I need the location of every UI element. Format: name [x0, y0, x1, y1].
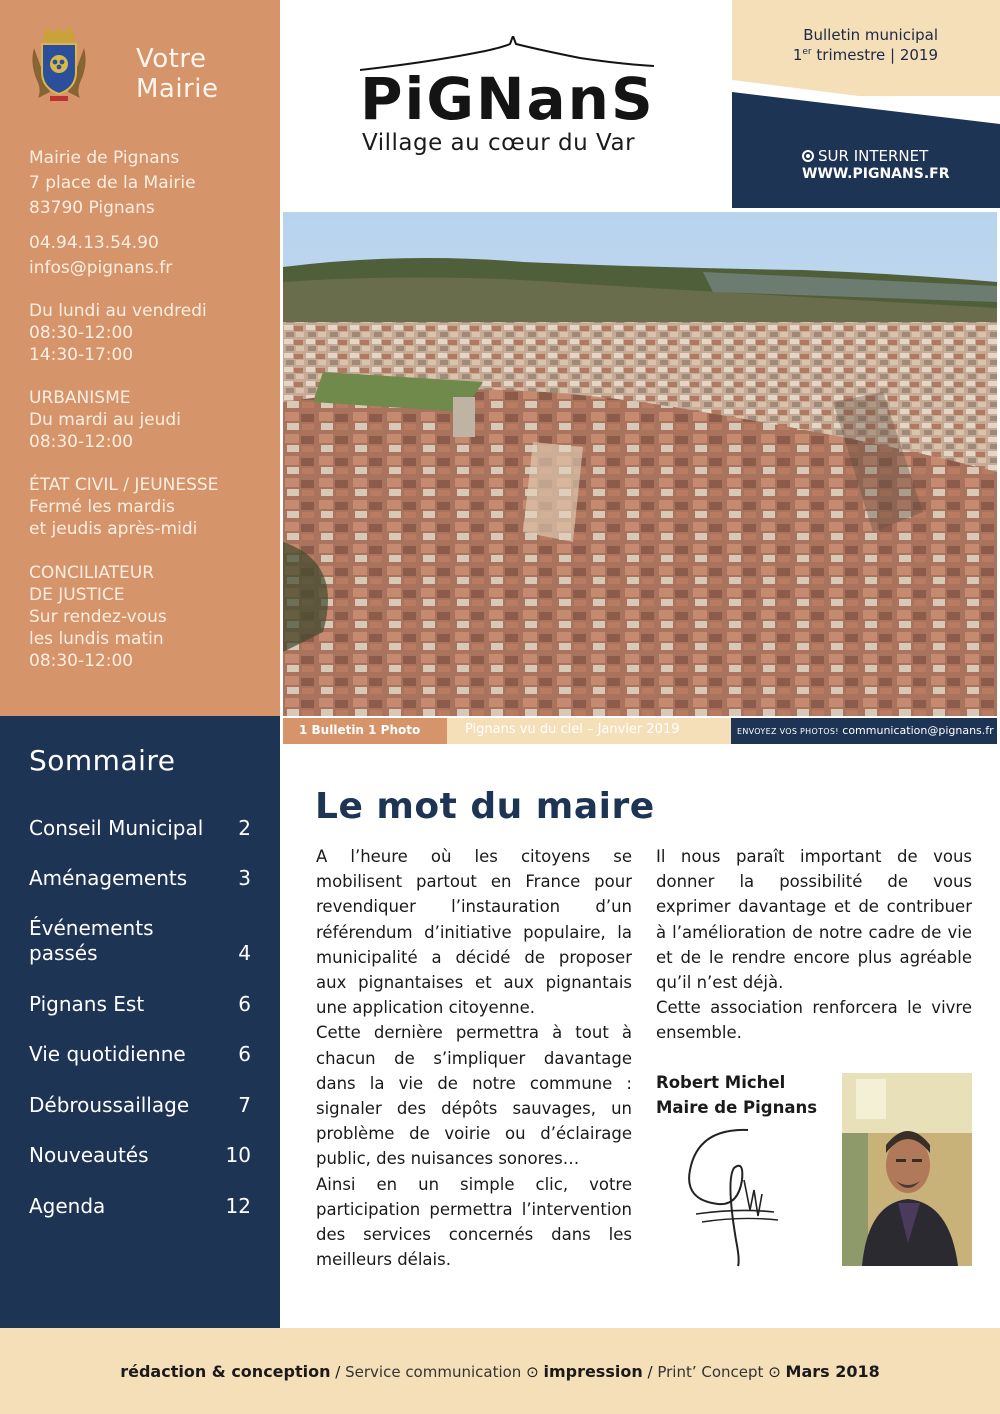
mairie-hours: [29, 300, 207, 366]
email-link[interactable]: infos@pignans.fr: [29, 258, 173, 278]
toc-page-number: 3: [238, 866, 251, 890]
signer-name: Robert Michel: [656, 1073, 786, 1092]
toc-page-number: 7: [238, 1093, 251, 1117]
logo-wordmark: PiGNanS: [360, 65, 655, 133]
target-icon: ⊙: [768, 1363, 786, 1381]
photo-caption-title: Pignans vu du ciel – Janvier 2019: [447, 718, 731, 744]
signature-image: [678, 1120, 788, 1270]
hours-line: Du lundi au vendredi: [29, 301, 207, 321]
article-column-1: [316, 844, 632, 1272]
footer-credits-line: rédaction & conception / Service communication ⊙ impression / Print’ Concept ⊙ Mars 2018: [120, 1362, 880, 1381]
toc-item-vie-quotidienne[interactable]: [29, 1042, 251, 1067]
toc-label: Vie quotidienne: [29, 1042, 186, 1066]
website-link[interactable]: WWW.PIGNANS.FR: [802, 166, 950, 182]
hours-line: 08:30-12:00: [29, 323, 134, 343]
portrait-illustration: [842, 1073, 972, 1266]
article-column-2: [656, 844, 972, 1046]
mairie-address: [29, 146, 196, 221]
credit-value: Print’ Concept: [657, 1363, 764, 1381]
etat-civil-line: et jeudis après-midi: [29, 519, 198, 539]
toc-item-agenda[interactable]: [29, 1194, 251, 1219]
bulletin-period: [793, 46, 938, 64]
address-line: Mairie de Pignans: [29, 148, 180, 168]
sommaire-title: Sommaire: [29, 744, 176, 777]
article-title: Le mot du maire: [315, 786, 655, 827]
toc-page-number: 10: [225, 1143, 251, 1167]
web-band: [732, 80, 1000, 208]
photo-submit-email[interactable]: communication@pignans.fr: [842, 724, 994, 737]
toc-label: Débroussaillage: [29, 1093, 190, 1117]
urbanisme-block: [29, 387, 181, 453]
toc-label: Agenda: [29, 1194, 106, 1218]
toc-page-number: 4: [238, 941, 251, 965]
article-paragraph: Ainsi en un simple clic, votre participation permettra l’intervention des services concernés dans les meilleurs délais.: [316, 1174, 632, 1270]
target-icon: [802, 150, 814, 162]
coat-of-arms-icon: [28, 28, 90, 104]
footer-credits: [0, 1328, 1000, 1414]
urbanisme-line: 08:30-12:00: [29, 432, 134, 452]
toc-page-number: 2: [238, 816, 251, 840]
mairie-title-line1: Votre: [136, 44, 207, 74]
mairie-title: [136, 44, 219, 104]
conciliateur-line: les lundis matin: [29, 629, 164, 649]
mairie-contact: [29, 231, 172, 281]
conciliateur-heading: DE JUSTICE: [29, 585, 125, 605]
conciliateur-heading: CONCILIATEUR: [29, 563, 155, 583]
mairie-title-line2: Mairie: [136, 74, 219, 104]
trimestre-year: trimestre | 2019: [811, 46, 938, 64]
target-icon: ⊙: [526, 1363, 544, 1381]
toc-page-number: 6: [238, 1042, 251, 1066]
credit-value: Service communication: [345, 1363, 522, 1381]
toc-label: Nouveautés: [29, 1143, 149, 1167]
article-paragraph: Il nous paraît important de vous donner la possibilité de vous exprimer davantage et de contribuer à l’amélioration de notre cadre de vie et de le rendre encore plus agréable qu’il n’est déjà.: [656, 847, 972, 993]
conciliateur-block: [29, 562, 167, 672]
toc-page-number: 6: [238, 992, 251, 1016]
masthead: [280, 0, 732, 210]
sommaire-panel: [0, 716, 280, 1328]
toc-item-debroussaillage[interactable]: [29, 1093, 251, 1118]
internet-label: [802, 147, 928, 165]
toc-item-evenements-passes[interactable]: [29, 916, 251, 966]
logo-subtitle: Village au cœur du Var: [362, 130, 636, 156]
urbanisme-heading: URBANISME: [29, 388, 131, 408]
photo-caption-bar: [283, 718, 997, 744]
signer-block: [656, 1070, 817, 1120]
aerial-photo-illustration: [283, 212, 997, 716]
trimestre-ordinal: er: [802, 47, 812, 57]
toc-label: Pignans Est: [29, 992, 145, 1016]
trimestre-number: 1: [792, 46, 803, 64]
toc-label: Événements passés: [29, 916, 154, 965]
toc-item-conseil-municipal[interactable]: [29, 816, 251, 841]
mayor-portrait-photo: [842, 1073, 972, 1266]
etat-civil-block: [29, 474, 218, 540]
address-line: 7 place de la Mairie: [29, 173, 196, 193]
photo-series-tag: 1 Bulletin 1 Photo: [283, 718, 447, 744]
urbanisme-line: Du mardi au jeudi: [29, 410, 181, 430]
mairie-panel: [0, 0, 280, 716]
article-paragraph: Cette association renforcera le vivre ensemble.: [656, 998, 972, 1043]
credit-key: rédaction & conception: [120, 1362, 331, 1381]
aerial-village-photo: [283, 212, 997, 716]
photo-submit-label: ENVOYEZ VOS PHOTOS!: [737, 727, 839, 736]
signer-role: Maire de Pignans: [656, 1098, 818, 1117]
internet-label-text: SUR INTERNET: [818, 147, 929, 165]
hours-line: 14:30-17:00: [29, 345, 134, 365]
bulletin-label: Bulletin municipal: [803, 26, 938, 44]
toc-item-amenagements[interactable]: [29, 866, 251, 891]
toc-item-nouveautes[interactable]: [29, 1143, 251, 1168]
etat-civil-line: Fermé les mardis: [29, 497, 175, 517]
address-line: 83790 Pignans: [29, 198, 155, 218]
phone-number: 04.94.13.54.90: [29, 233, 159, 253]
conciliateur-line: Sur rendez-vous: [29, 607, 167, 627]
credit-key: impression: [543, 1362, 643, 1381]
conciliateur-line: 08:30-12:00: [29, 651, 134, 671]
credit-date: Mars 2018: [785, 1362, 880, 1381]
photo-submit-callout: [731, 718, 997, 744]
toc-item-pignans-est[interactable]: [29, 992, 251, 1017]
article-paragraph: A l’heure où les citoyens se mobilisent partout en France pour revendiquer l’instauration d’un référendum d’initiative populaire, la municipalité a décidé de proposer aux pignantaises et aux pignantais une application citoyenne.: [316, 847, 632, 1018]
toc-label: Conseil Municipal: [29, 816, 204, 840]
article-paragraph: Cette dernière permettra à tout à chacun de s’impliquer davantage dans la vie de notre commune : signaler des dépôts sauvages, un problème de voirie ou d’éclairage public, des nuisances sonores…: [316, 1023, 632, 1169]
toc-label: Aménagements: [29, 866, 188, 890]
toc-page-number: 12: [225, 1194, 251, 1218]
etat-civil-heading: ÉTAT CIVIL / JEUNESSE: [29, 475, 219, 495]
